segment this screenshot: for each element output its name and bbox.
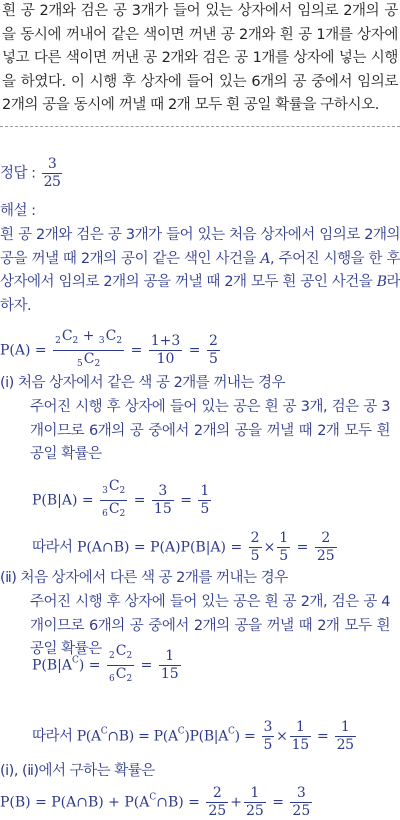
case1-cond-frac2 [152,483,174,518]
pa-frac1-denominator: $_5C_2$ [53,350,124,373]
times-sign: × [276,728,288,745]
equals-sign: = [130,342,143,359]
pa-combination-fraction [53,328,124,373]
equals-sign: = [272,794,284,811]
final-lhs-part1: P(B) = P(A∩B) + P(A [0,794,150,811]
pa-frac1-numerator: $_2C_2 + _3C_2$ [55,328,123,346]
intro-text-3: 라 하자. [0,274,400,314]
complement-superscript: C [149,792,157,803]
case2-joint-b-denominator: 15 [291,737,309,753]
case1-joint-a-numerator: 2 [250,530,260,546]
pa-frac2-numerator: 1+3 [150,333,181,349]
case1-joint-lhs: P(A∩B) = P(A)P(B|A) = [76,539,243,556]
event-a-symbol: A [260,250,271,267]
final-frac-a [206,785,228,820]
case2-conditional-equation [32,643,400,688]
case2-joint-a-numerator: 3 [263,719,273,735]
case2-joint-frac-b [290,719,311,754]
case1-cond-frac1-denominator: $_6C_2$ [100,500,127,523]
final-result-denominator: 25 [292,803,311,819]
case2-cond-lhs-end: ) = [78,657,101,674]
case1-cond-frac3 [198,483,211,518]
case2-cond-frac2-numerator: 1 [165,648,175,664]
case2-joint-frac-a [262,719,275,754]
case1-cond-frac2-numerator: 3 [158,483,168,499]
complement-superscript: C [228,726,235,737]
final-a-numerator: 2 [212,785,222,801]
case1-conditional-equation [32,478,400,523]
case1-joint-equation [32,530,400,565]
case1-result-denominator: 25 [316,548,335,564]
case1-cond-frac3-denominator: 5 [200,501,210,517]
pa-frac3-denominator: 5 [208,351,218,367]
final-result-numerator: 3 [296,785,306,801]
pa-lhs: P(A) = [0,342,47,359]
case2-result-denominator: 25 [336,737,354,753]
explanation-label: 해설 : [0,203,36,219]
plus-sign: + [230,794,242,811]
final-title: (ⅰ), (ⅱ)에서 구하는 확률은 [0,763,155,779]
case2-cond-frac2 [159,648,181,683]
case2-cond-lhs: P(B|A [32,657,72,674]
case1-cond-frac1-numerator: $_3C_2$ [102,478,126,496]
equals-sign: = [316,728,329,745]
case2-joint-part4: ) = [234,728,256,745]
case2-joint-part3: )P(B|A [184,728,229,745]
times-sign: × [263,539,276,556]
pa-frac3-numerator: 2 [208,333,218,349]
case1-cond-frac2-denominator: 15 [153,501,172,517]
answer-block [0,156,400,191]
case1-cond-frac1 [100,478,127,523]
final-frac-b [244,785,266,820]
answer-label: 정답 : [0,165,36,182]
intro-text-1: 흰 공 2개와 검은 공 3개가 들어 있는 처음 상자에서 임의로 2개의 공을 꺼낼 때 2개의 공이 같은 색인 사건을 [0,227,400,267]
explanation-intro [0,224,400,318]
pa-frac2-denominator: 10 [149,350,183,368]
final-result [290,785,312,820]
case2-joint-b-numerator: 1 [295,719,305,735]
case1-body: 주어진 시행 후 상자에 들어 있는 공은 흰 공 3개, 검은 공 3개이므로 6개의 공 중에서 2개의 공을 꺼낼 때 2개 모두 흰 공일 확률은 [30,399,390,462]
answer-numerator: 3 [47,156,57,172]
case1-cond-frac3-numerator: 1 [200,483,210,499]
final-lhs-part2: ∩B) = [156,794,200,811]
pa-equation [0,328,400,373]
case2-cond-frac1-numerator: $_2C_2$ [109,643,133,661]
answer-fraction [42,156,63,191]
complement-superscript: C [72,655,79,666]
equals-sign: = [188,342,201,359]
case1-title: (ⅰ) 처음 상자에서 같은 색 공 2개를 꺼내는 경우 [0,375,286,391]
complement-superscript: C [177,726,185,737]
case2-joint-part2: ∩B) = P(A [107,728,178,745]
equals-sign: = [180,492,192,509]
pa-frac3 [207,333,220,368]
final-b-numerator: 1 [250,785,260,801]
case2-cond-frac2-denominator: 15 [160,666,179,682]
final-a-denominator: 25 [208,803,227,819]
final-equation [0,785,400,820]
case1-joint-frac-b [277,530,290,565]
pa-frac2 [149,333,183,368]
case2-body: 주어진 시행 후 상자에 들어 있는 공은 흰 공 2개, 검은 공 4개이므로 6개의 공 중에서 2개의 공을 꺼낼 때 2개 모두 흰 공일 확률은 [30,594,390,657]
case1-joint-b-denominator: 5 [279,548,289,564]
case2-joint-result [335,719,356,754]
complement-superscript: C [100,726,108,737]
equals-sign: = [133,492,146,509]
case1-joint-frac-a [249,530,262,565]
case1-joint-result [315,530,337,565]
case2-cond-frac1-denominator: $_6C_2$ [107,665,134,688]
case2-result-numerator: 1 [340,719,350,735]
case2-joint-a-denominator: 5 [263,737,273,753]
divider [0,126,400,127]
answer-denominator: 25 [43,174,61,190]
equals-sign: = [296,539,309,556]
case1-joint-b-numerator: 1 [279,530,289,546]
case2-title: (ⅱ) 처음 상자에서 다른 색 공 2개를 꺼내는 경우 [0,570,288,586]
case2-joint-equation [32,719,400,754]
equals-sign: = [140,657,153,674]
case1-joint-a-denominator: 5 [250,548,260,564]
case1-cond-lhs: P(B|A) = [32,492,94,509]
case2-joint-part1: P(A [76,728,101,745]
case1-therefore: 따라서 [32,539,73,556]
event-b-symbol: B [376,274,387,290]
case2-cond-frac1 [107,643,134,688]
intro-text-2: , 주어진 시행을 한 후 상자에서 임의로 2개의 공을 꺼낼 때 2개 모두 흰 공인 사건을 [0,250,400,290]
case2-therefore: 따라서 [32,728,73,745]
case1-result-numerator: 2 [321,530,331,546]
problem-statement: 흰 공 2개와 검은 공 3개가 들어 있는 상자에서 임의로 2개의 공을 동시에 꺼내어 같은 색이면 꺼낸 공 2개와 흰 공 1개를 상자에 넣고 다른 색이면 꺼낸 공 2개와 검은 공 1개를 상자에 넣는 시행을 하였다. 이 시행 후 상자에 들어 있는 6개의 공 중에서 임의로 2개의 공을 동시에 꺼낼 때 2개 모두 흰 공일 확률을 구하시오. [2,3,398,113]
final-b-denominator: 25 [245,803,264,819]
